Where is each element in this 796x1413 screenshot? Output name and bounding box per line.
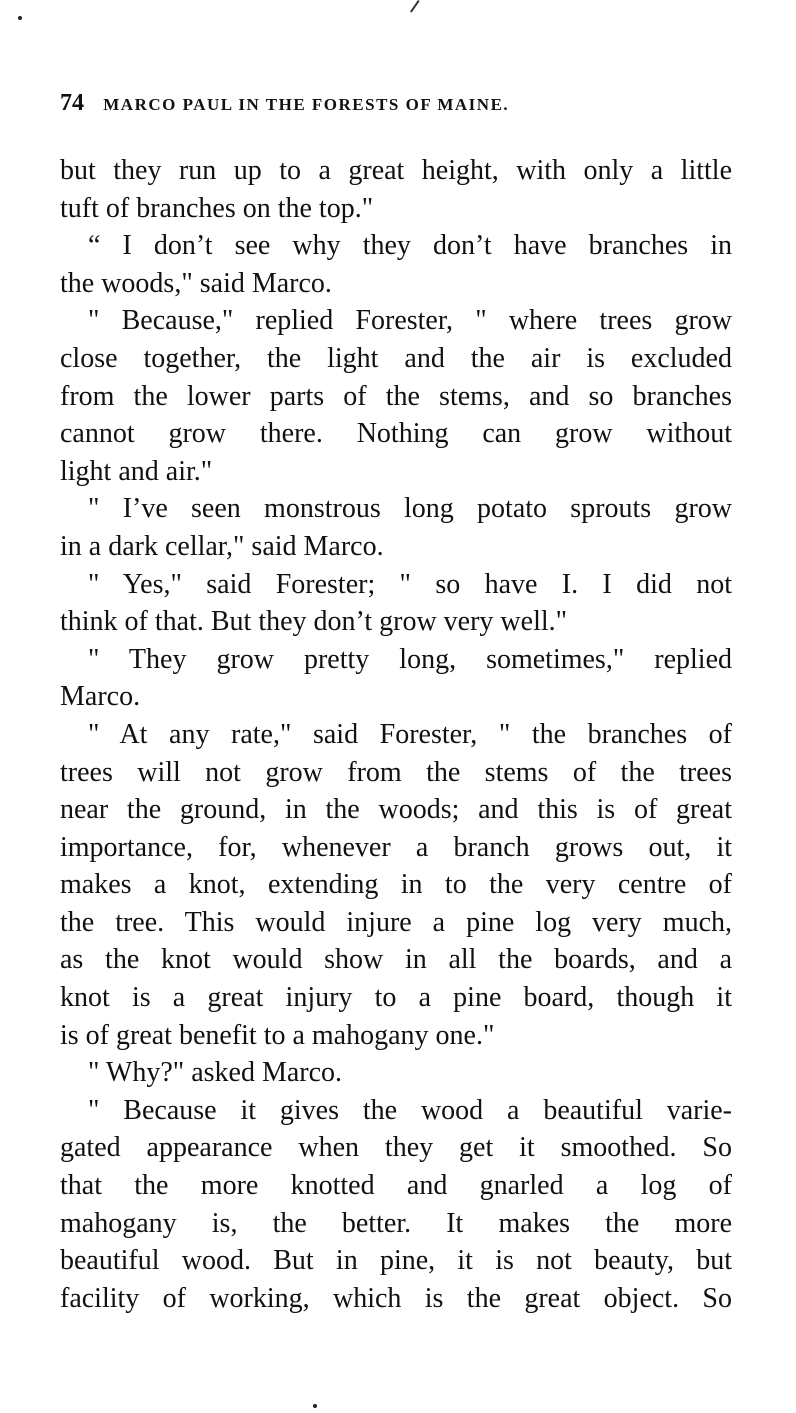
print-speck bbox=[313, 1404, 317, 1408]
text-line: gated appearance when they get it smoothed. So bbox=[60, 1132, 732, 1164]
text-line: near the ground, in the woods; and this is of great bbox=[60, 794, 732, 826]
text-line: " Because," replied Forester, " where trees grow bbox=[88, 305, 732, 337]
page-header bbox=[60, 88, 740, 120]
text-line: as the knot would show in all the boards, and a bbox=[60, 944, 732, 976]
text-line: but they run up to a great height, with only a little bbox=[60, 155, 732, 186]
running-title: MARCO PAUL IN THE FORESTS OF MAINE. bbox=[103, 95, 510, 114]
print-speck bbox=[18, 16, 22, 20]
print-mark bbox=[410, 0, 420, 13]
text-line: from the lower parts of the stems, and so branches bbox=[60, 380, 732, 412]
text-line: that the more knotted and gnarled a log of bbox=[60, 1170, 732, 1202]
page-number: 74 bbox=[60, 90, 84, 116]
text-line: tuft of branches on the top." bbox=[60, 192, 374, 224]
text-line: facility of working, which is the great object. So bbox=[60, 1282, 732, 1314]
text-line: trees will not grow from the stems of the trees bbox=[60, 756, 732, 788]
text-line: Marco. bbox=[60, 681, 141, 713]
text-line: beautiful wood. But in pine, it is not beauty, but bbox=[60, 1245, 732, 1277]
text-line: " I’ve seen monstrous long potato sprouts grow bbox=[88, 493, 732, 525]
text-line: the tree. This would injure a pine log very much, bbox=[60, 906, 732, 938]
text-line: knot is a great injury to a pine board, though it bbox=[60, 982, 732, 1014]
text-line: " At any rate," said Forester, " the branches of bbox=[88, 718, 732, 750]
body-text bbox=[60, 152, 732, 1317]
text-line: is of great benefit to a mahogany one." bbox=[60, 1019, 495, 1051]
text-line: makes a knot, extending in to the very centre of bbox=[60, 869, 732, 901]
text-line: close together, the light and the air is excluded bbox=[60, 342, 732, 374]
text-line: " They grow pretty long, sometimes," replied bbox=[88, 643, 732, 675]
text-line: light and air." bbox=[60, 455, 213, 487]
text-line: the woods," said Marco. bbox=[60, 267, 332, 299]
text-line: think of that. But they don’t grow very well." bbox=[60, 606, 568, 638]
text-line: “ I don’t see why they don’t have branches in bbox=[88, 230, 732, 262]
text-line: " Yes," said Forester; " so have I. I did not bbox=[88, 568, 732, 600]
text-line: importance, for, whenever a branch grows out, it bbox=[60, 831, 732, 863]
text-line: mahogany is, the better. It makes the more bbox=[60, 1207, 732, 1239]
text-line: cannot grow there. Nothing can grow without bbox=[60, 418, 732, 450]
text-line: " Why?" asked Marco. bbox=[88, 1057, 343, 1089]
text-line: in a dark cellar," said Marco. bbox=[60, 530, 384, 562]
text-line: " Because it gives the wood a beautiful varie- bbox=[88, 1094, 732, 1126]
